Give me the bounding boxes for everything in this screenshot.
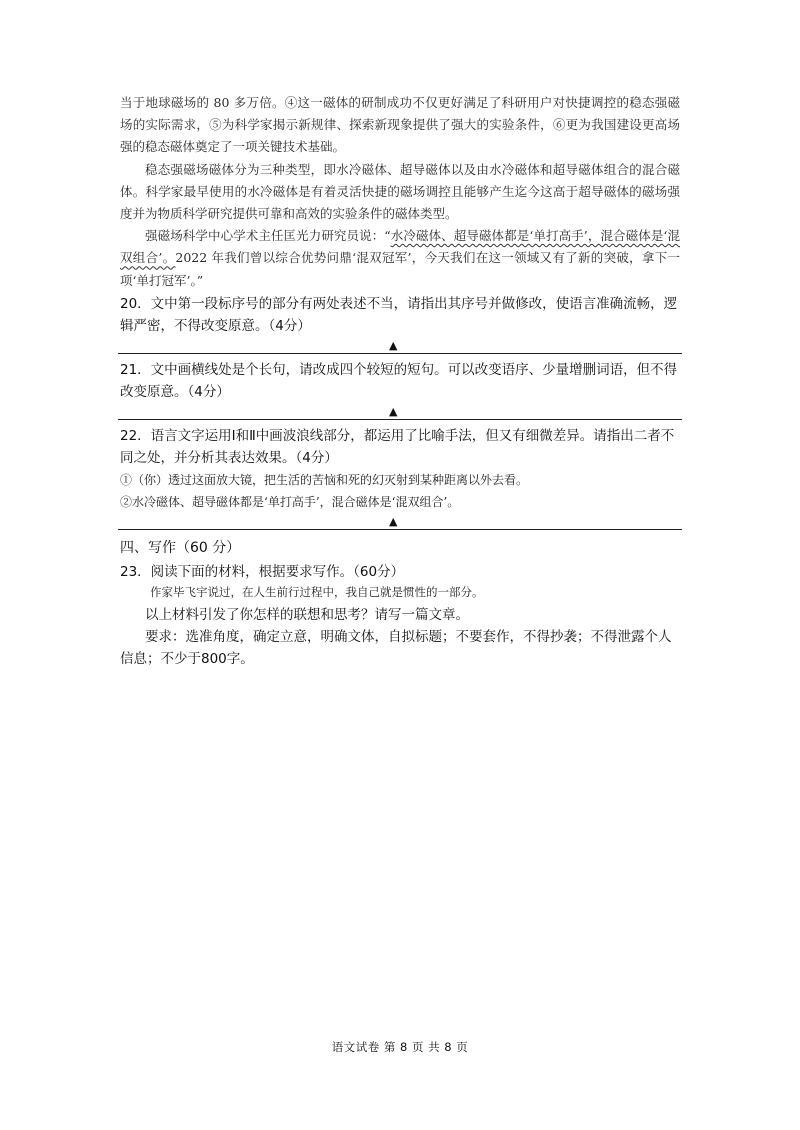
wavy-underlined-quote: 水冷磁体、超导磁体都是‘单打高手’，混合磁体是‘混双组合’。 <box>120 228 680 266</box>
answer-mark-21: ▲ <box>389 405 398 418</box>
quote-rest: 2022 年我们曾以综合优势问鼎‘混双冠军’，今天我们在这一领域又有了新的突破，拿下一项‘单打冠军’。” <box>120 250 680 288</box>
answer-mark-20: ▲ <box>389 339 398 352</box>
divider-21 <box>118 419 682 420</box>
divider-20 <box>118 353 682 354</box>
question-22: 22．语言文字运用Ⅰ和Ⅱ中画波浪线部分，都运用了比喻手法，但又有细微差异。请指出二者不同之处，并分析其表达效果。（4分） <box>120 428 675 466</box>
question-20: 20．文中第一段标序号的部分有两处表述不当，请指出其序号并做修改，使语言准确流畅，逻辑严密，不得改变原意。（4分） <box>120 296 678 334</box>
passage-paragraph-3 <box>120 225 680 292</box>
section-heading-writing: 四、写作（60 分） <box>120 540 241 556</box>
passage-paragraph-2: 稳态强磁场磁体分为三种类型，即水冷磁体、超导磁体以及由水冷磁体和超导磁体组合的混合磁体。科学家最早使用的水冷磁体是有着灵活快捷的磁场调控且能够产生迄今这高于超导磁体的磁场强度并为物质科学研究提供可靠和高效的实验条件的磁体类型。 <box>120 161 680 222</box>
quote-intro: 强磁场科学中心学术主任匡光力研究员说：“ <box>145 228 391 244</box>
reading-passage <box>120 92 680 292</box>
answer-mark-22: ▲ <box>389 515 398 528</box>
writing-material: 作家毕飞宇说过，在人生前行过程中，我自己就是惯性的一部分。 <box>150 585 484 599</box>
question-23: 23．阅读下面的材料，根据要求写作。（60分） <box>120 564 405 580</box>
writing-prompt: 以上材料引发了你怎样的联想和思考？请写一篇文章。 <box>145 607 469 623</box>
question-21: 21．文中画横线处是个长句，请改成四个较短的短句。可以改变语序、少量增删词语，但不得改变原意。（4分） <box>120 362 678 400</box>
page-footer: 语文试卷 第 8 页 共 8 页 <box>331 1040 469 1054</box>
writing-requirements: 要求：选准角度，确定立意，明确文体，自拟标题；不要套作，不得抄袭；不得泄露个人信息；不少于800字。 <box>120 629 672 667</box>
divider-22 <box>118 529 682 530</box>
question-22-item-2: ②水冷磁体、超导磁体都是‘单打高手’，混合磁体是‘混双组合’。 <box>120 495 460 509</box>
passage-paragraph-1: 当于地球磁场的 80 多万倍。④这一磁体的研制成功不仅更好满足了科研用户对快捷调控的稳态强磁场的实际需求，⑤为科学家揭示新规律、探索新现象提供了强大的实验条件，⑥更为我国建设更高场强的稳态磁体奠定了一项关键技术基础。 <box>120 95 680 155</box>
question-22-item-1: ①（你）透过这面放大镜，把生活的苦恼和死的幻灭射到某种距离以外去看。 <box>120 473 529 487</box>
